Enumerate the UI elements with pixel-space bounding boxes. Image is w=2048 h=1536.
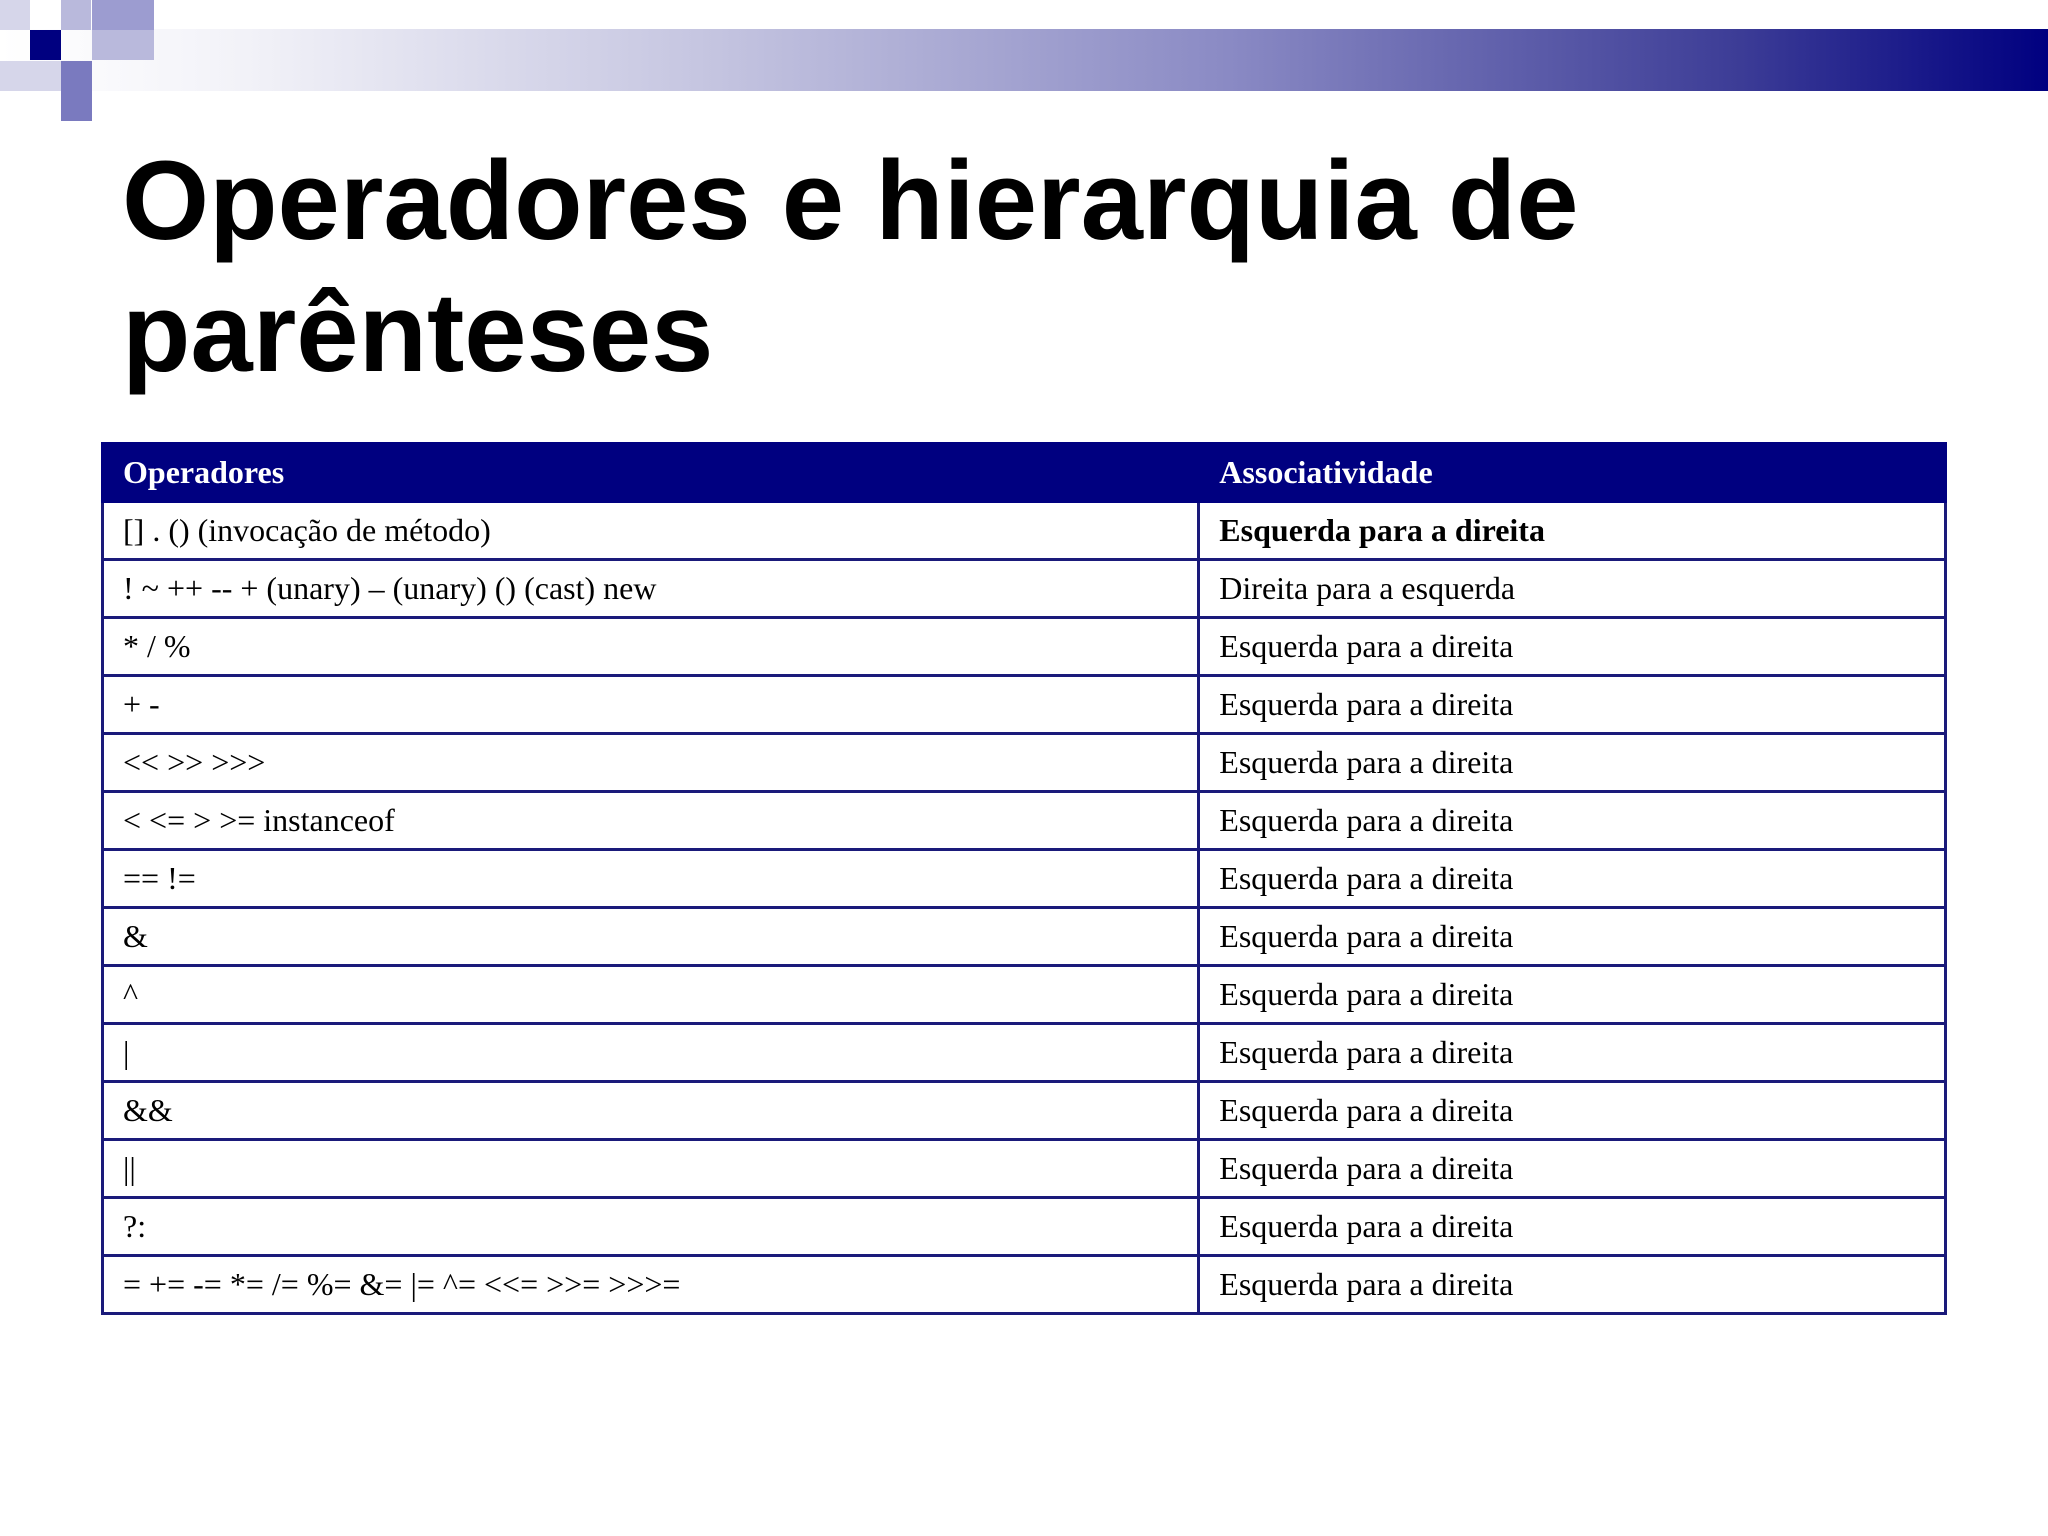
decor-square: [61, 91, 92, 121]
associativity-cell: Direita para a esquerda: [1199, 560, 1946, 618]
decor-square: [92, 0, 154, 30]
table-row: [103, 1024, 1946, 1082]
table-row: [103, 966, 1946, 1024]
operators-cell: &: [103, 908, 1199, 966]
table-row: [103, 1140, 1946, 1198]
operators-cell: < <= > >= instanceof: [103, 792, 1199, 850]
operators-cell: ||: [103, 1140, 1199, 1198]
operators-cell: ?:: [103, 1198, 1199, 1256]
table-row: [103, 1198, 1946, 1256]
table-row: [103, 676, 1946, 734]
table-row: [103, 1256, 1946, 1314]
decor-square: [0, 0, 30, 30]
header-associativity: Associatividade: [1199, 444, 1946, 502]
associativity-cell: Esquerda para a direita: [1199, 1140, 1946, 1198]
associativity-cell: Esquerda para a direita: [1199, 966, 1946, 1024]
table-row: [103, 618, 1946, 676]
associativity-cell: Esquerda para a direita: [1199, 734, 1946, 792]
decor-square: [0, 61, 61, 91]
table-row: [103, 734, 1946, 792]
operators-table: [101, 442, 1947, 1315]
operators-cell: == !=: [103, 850, 1199, 908]
table-row: [103, 792, 1946, 850]
table-row: [103, 502, 1946, 560]
table-row: [103, 908, 1946, 966]
decor-square: [30, 30, 61, 60]
header-operators: Operadores: [103, 444, 1199, 502]
decor-square: [92, 30, 154, 60]
slide-title: Operadores e hierarquia de parênteses: [122, 138, 1579, 395]
decor-square: [61, 0, 91, 30]
associativity-cell: Esquerda para a direita: [1199, 618, 1946, 676]
operators-cell: [] . () (invocação de método): [103, 502, 1199, 560]
associativity-cell: Esquerda para a direita: [1199, 1082, 1946, 1140]
operators-cell: ! ~ ++ -- + (unary) – (unary) () (cast) new: [103, 560, 1199, 618]
associativity-cell: Esquerda para a direita: [1199, 792, 1946, 850]
associativity-cell: Esquerda para a direita: [1199, 850, 1946, 908]
table-row: [103, 560, 1946, 618]
operators-cell: + -: [103, 676, 1199, 734]
header-gradient-bar: [0, 29, 2048, 91]
operators-cell: << >> >>>: [103, 734, 1199, 792]
associativity-cell: Esquerda para a direita: [1199, 1256, 1946, 1314]
operators-cell: = += -= *= /= %= &= |= ^= <<= >>= >>>=: [103, 1256, 1199, 1314]
associativity-cell: Esquerda para a direita: [1199, 908, 1946, 966]
operators-cell: * / %: [103, 618, 1199, 676]
associativity-cell: Esquerda para a direita: [1199, 1024, 1946, 1082]
table-row: [103, 1082, 1946, 1140]
operators-cell: &&: [103, 1082, 1199, 1140]
table-row: [103, 850, 1946, 908]
operators-cell: ^: [103, 966, 1199, 1024]
associativity-cell: Esquerda para a direita: [1199, 502, 1946, 560]
table-header-row: [103, 444, 1946, 502]
associativity-cell: Esquerda para a direita: [1199, 1198, 1946, 1256]
decor-square: [61, 61, 92, 91]
associativity-cell: Esquerda para a direita: [1199, 676, 1946, 734]
operators-cell: |: [103, 1024, 1199, 1082]
